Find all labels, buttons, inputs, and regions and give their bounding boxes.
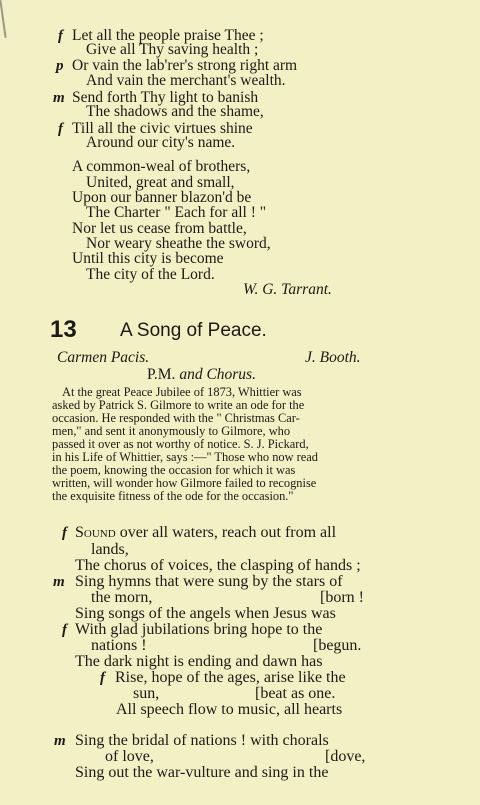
verse-line: The city of the Lord. (86, 266, 215, 283)
meter (147, 366, 256, 384)
dynamic-mark-mezzo: m (53, 574, 65, 590)
verse-overflow: [begun. (313, 637, 362, 654)
verse-line: of love, (105, 748, 154, 765)
verse-overflow: [beat as one. (255, 685, 336, 702)
verse-line: Until this city is become (72, 250, 224, 267)
verse-overflow: [born ! (320, 589, 364, 606)
verse-line: Rise, hope of the ages, arise like the (115, 669, 346, 686)
meter-label: P.M. (147, 366, 176, 383)
verse-line: With glad jubilations bring hope to the (75, 621, 323, 638)
dynamic-mark-forte: f (62, 622, 67, 638)
verse-line: Sing hymns that were sung by the stars of (75, 573, 343, 590)
note-line: written, will wonder how Gilmore failed to recognise (52, 476, 317, 490)
dynamic-mark-forte: f (100, 670, 105, 686)
verse-line: Sing songs of the angels when Jesus was (75, 605, 336, 622)
verse-line: Give all Thy saving health ; (86, 41, 259, 58)
dynamic-mark-forte: f (62, 525, 67, 541)
verse-line: Or vain the lab'rer's strong right arm (72, 57, 298, 74)
verse-line: The chorus of voices, the clasping of hands ; (75, 557, 361, 574)
hymn-number: 13 (50, 316, 77, 343)
dynamic-mark-mezzo: m (54, 733, 66, 749)
verse-line: the morn, (91, 589, 153, 606)
dynamic-mark-piano: p (56, 58, 64, 74)
verse-line: Upon our banner blazon'd be (72, 189, 252, 206)
verse-line: Around our city's name. (86, 134, 236, 151)
verse-line: All speech flow to music, all hearts (116, 701, 343, 718)
note-line: At the great Peace Jubilee of 1873, Whittier was (62, 385, 302, 399)
note-line: asked by Patrick S. Gilmore to write an ode for the (52, 398, 305, 412)
dynamic-mark-forte: f (58, 28, 63, 44)
dynamic-mark-forte: f (58, 121, 63, 137)
verse-line: And vain the merchant's wealth. (86, 72, 286, 89)
hymn-author: W. G. Tarrant. (243, 281, 332, 298)
note-line: men," and sent it anonymously to Gilmore, who (52, 424, 291, 438)
verse-line: The shadows and the shame, (86, 103, 264, 120)
verse-line: Sing out the war-vulture and sing in the (75, 764, 329, 781)
note-line: occasion. He responded with the " Christmas Car- (52, 411, 300, 425)
note-line: passed it over as not worthy of notice. S. J. Pickard, (52, 437, 309, 451)
composer: J. Booth. (305, 349, 361, 366)
verse-line: Let all the people praise Thee ; (72, 27, 264, 44)
verse-line: Sing the bridal of nations ! with chorals (75, 732, 329, 749)
verse-line (75, 524, 336, 542)
note-line: in his Life of Whittier, says :—" Those who now read (52, 450, 318, 464)
verse-line: The dark night is ending and dawn has (75, 653, 323, 670)
verse-line: The Charter " Each for all ! " (86, 204, 267, 221)
verse-line: United, great and small, (86, 174, 235, 191)
verse-line: Send forth Thy light to banish (72, 89, 259, 106)
note-line: the poem, knowing the occasion for which it was (52, 463, 296, 477)
first-word: Sound (75, 524, 116, 541)
verse-line: nations ! (91, 637, 147, 654)
hymn-title: A Song of Peace. (120, 320, 267, 341)
verse-line: lands, (91, 541, 129, 558)
verse-line-text: over all waters, reach out from all (119, 524, 337, 541)
verse-overflow: [dove, (325, 748, 366, 765)
note-line: the exquisite fitness of the ode for the occasion." (52, 489, 294, 503)
dynamic-mark-mezzo: m (53, 90, 65, 106)
meter-suffix: and Chorus. (179, 366, 256, 383)
verse-line: Nor let us cease from battle, (72, 220, 247, 237)
verse-line: A common-weal of brothers, (72, 158, 251, 175)
page-edge-mark (0, 0, 7, 38)
tune-name: Carmen Pacis. (57, 349, 150, 366)
verse-line: Till all the civic virtues shine (72, 120, 253, 137)
verse-line: Nor weary sheathe the sword, (86, 235, 271, 252)
verse-line: sun, (133, 685, 160, 702)
